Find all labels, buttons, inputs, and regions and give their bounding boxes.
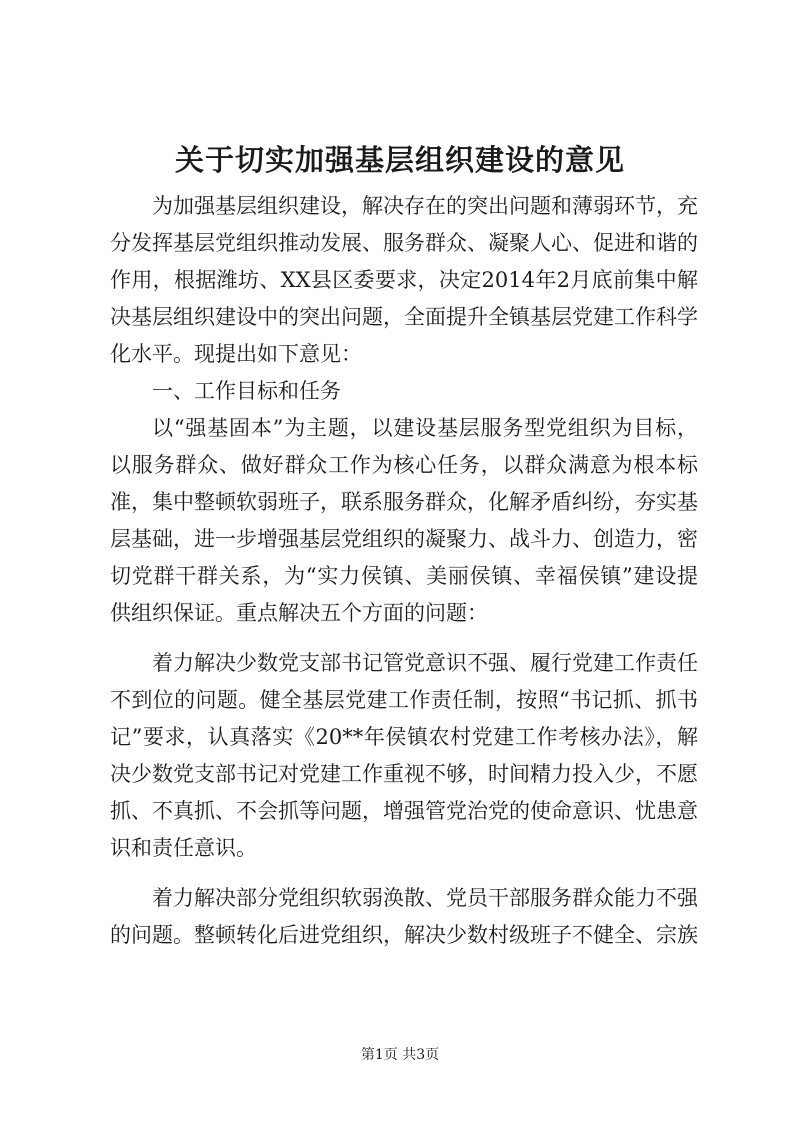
- page-footer: 第1页 共3页: [360, 1047, 440, 1063]
- document-title: 关于切实加强基层组织建设的意见: [174, 143, 625, 177]
- paragraph-issue-1: 着力解决少数党支部书记管党意识不强、履行党建工作责任不到位的问题。健全基层党建工作责任制，按照“书记抓、抓书记”要求，认真落实《20**年侯镇农村党建工作考核办法》，解决少数党支部书记对党建工作重视不够，时间精力投入少，不愿抓、不真抓、不会抓等问题，增强管党治党的使命意识、忧患意识和责任意识。: [110, 651, 698, 860]
- paragraph-goals: 以“强基固本”为主题，以建设基层服务型党组织为目标，以服务群众、做好群众工作为核心任务，以群众满意为根本标准，集中整顿软弱班子，联系服务群众，化解矛盾纠纷，夯实基层基础，进一步增强基层党组织的凝聚力、战斗力、创造力，密切党群干群关系，为“实力侯镇、美丽侯镇、幸福侯镇”建设提供组织保证。重点解决五个方面的问题：: [110, 416, 698, 625]
- document-body: [110, 188, 698, 954]
- paragraph-intro: 为加强基层组织建设，解决存在的突出问题和薄弱环节，充分发挥基层党组织推动发展、服务群众、凝聚人心、促进和谐的作用，根据潍坊、XX县区委要求，决定2014年2月底前集中解决基层组织建设中的突出问题，全面提升全镇基层党建工作科学化水平。现提出如下意见：: [110, 194, 698, 366]
- section-heading: 一、工作目标和任务: [152, 379, 341, 403]
- paragraph-issue-2: 着力解决部分党组织软弱涣散、党员干部服务群众能力不强的问题。整顿转化后进党组织，解决少数村级班子不健全、宗族: [110, 886, 698, 947]
